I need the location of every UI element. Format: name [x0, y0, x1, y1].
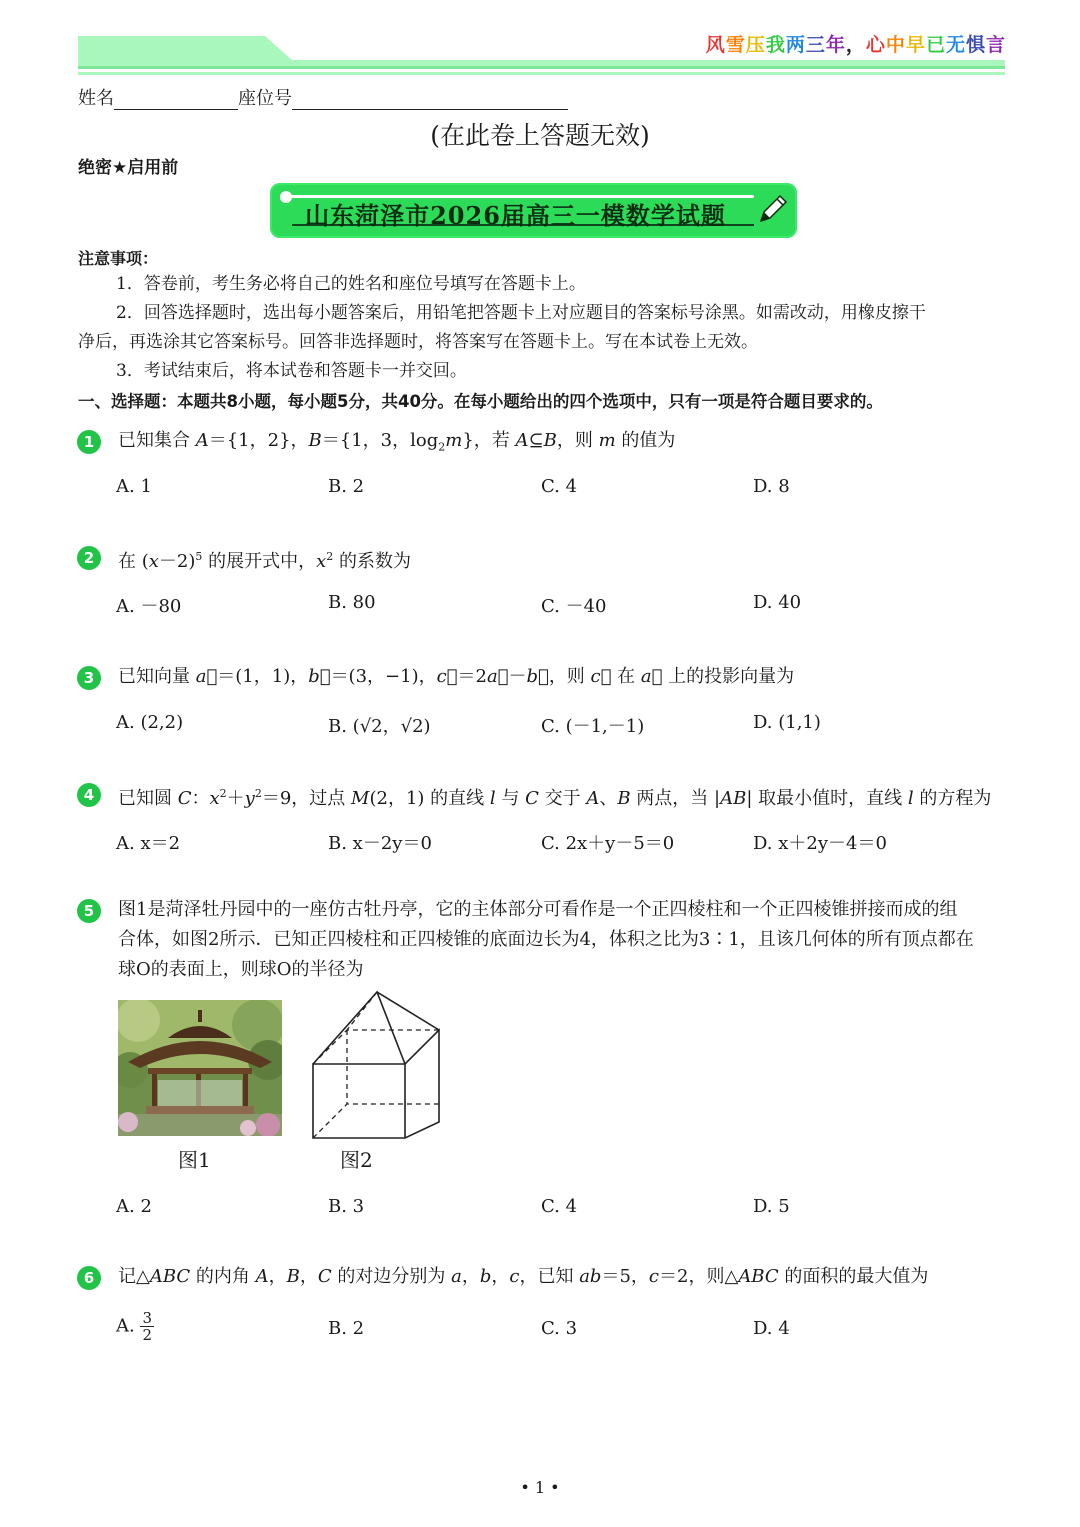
figure-2-caption: 图2: [340, 1148, 373, 1172]
option-c: C. 2x＋y－5＝0: [541, 833, 675, 854]
motto-char: 三: [805, 34, 826, 56]
option-a: A. 1: [116, 476, 152, 497]
motto-char: 惧: [965, 34, 986, 56]
option-a: A. x＝2: [116, 833, 181, 854]
option-a: A. 2: [116, 1196, 152, 1217]
seat-label: 座位号: [238, 88, 292, 109]
exam-title: 山东菏泽市2026届高三一模数学试题: [305, 201, 726, 230]
motto-char: 年: [825, 34, 846, 56]
motto-char: ，: [845, 34, 866, 56]
option-a: A. －80: [116, 596, 182, 617]
option-d: D. x＋2y－4＝0: [753, 833, 887, 854]
page-number: • 1 •: [520, 1478, 560, 1497]
name-blank: [114, 89, 238, 110]
secret-label: 绝密★启用前: [78, 158, 179, 178]
motto-char: 早: [905, 34, 926, 56]
question-5-stem-line-1: 图1是菏泽牡丹园中的一座仿古牡丹亭，它的主体部分可看作是一个正四棱柱和一个正四棱锥拼接而成的组: [118, 899, 958, 920]
motto-char: 中: [885, 34, 906, 56]
option-a: A. (2,2): [116, 712, 184, 733]
name-label: 姓名: [78, 88, 114, 109]
option-b: B. 2: [328, 1318, 365, 1339]
option-b: B. (√2，√2): [328, 716, 431, 737]
question-6-stem: 记△ABC 的内角 A，B，C 的对边分别为 a，b，c，已知 ab＝5，c＝2，则△ABC 的面积的最大值为: [118, 1266, 929, 1287]
option-c: C. 4: [541, 476, 578, 497]
question-number-badge: 6: [77, 1266, 101, 1290]
motto-char: 压: [745, 34, 766, 56]
figure-1-caption: 图1: [178, 1148, 211, 1172]
motto-char: 两: [785, 34, 806, 56]
option-c: C. －40: [541, 596, 607, 617]
notice-item-2-line-2: 净后，再选涂其它答案标号。回答非选择题时，将答案写在答题卡上。写在本试卷上无效。: [78, 332, 758, 352]
option-c: C. 4: [541, 1196, 578, 1217]
seat-blank: [292, 89, 568, 110]
option-b: B. x－2y＝0: [328, 833, 432, 854]
question-5-stem-line-3: 球O的表面上，则球O的半径为: [118, 959, 364, 980]
motto-char: 我: [765, 34, 786, 56]
question-number-badge: 3: [77, 666, 101, 690]
option-d: D. 5: [753, 1196, 790, 1217]
option-d: D. (1,1): [753, 712, 821, 733]
question-2-stem: 在 $(x-2)^5$ 的展开式中，$x^2$ 的系数为: [118, 550, 412, 572]
option-c: C. 3: [541, 1318, 578, 1339]
section-heading: 一、选择题：本题共8小题，每小题5分，共40分。在每小题给出的四个选项中，只有一项是符合题目要求的。: [78, 392, 883, 411]
question-1-stem: 已知集合 A＝{1，2}，B＝{1，3，$\log_2m$}，若 A⊆B，则 m 的值为: [118, 430, 676, 454]
question-number-badge: 1: [77, 430, 101, 454]
geometry-figure: [307, 990, 447, 1140]
motto-char: 已: [925, 34, 946, 56]
motto-char: 心: [865, 34, 886, 56]
motto-char: 风: [705, 34, 726, 56]
notice-item-2-line-1: 2．回答选择题时，选出每小题答案后，用铅笔把答题卡上对应题目的答案标号涂黑。如需改动，用橡皮擦干: [116, 303, 926, 323]
option-d: D. 8: [753, 476, 790, 497]
pencil-icon: [755, 191, 791, 227]
name-seat-row: [78, 84, 568, 110]
notice-heading: 注意事项：: [78, 249, 159, 268]
motto-banner: [706, 30, 1006, 57]
option-d: D. 40: [753, 592, 802, 613]
notice-item-1: 1．答卷前，考生务必将自己的姓名和座位号填写在答题卡上。: [116, 274, 586, 294]
option-d: D. 4: [753, 1318, 790, 1339]
notice-item-3: 3．考试结束后，将本试卷和答题卡一并交回。: [116, 361, 467, 381]
pavilion-photo: [118, 1000, 282, 1136]
question-5-stem-line-2: 合体，如图2所示．已知正四棱柱和正四棱锥的底面边长为4，体积之比为3∶1，且该几何体的所有顶点都在: [118, 929, 974, 950]
title-banner: [270, 183, 797, 238]
option-b: B. 80: [328, 592, 376, 613]
option-b: B. 3: [328, 1196, 365, 1217]
question-number-badge: 4: [77, 783, 101, 807]
motto-char: 雪: [725, 34, 746, 56]
option-b: B. 2: [328, 476, 365, 497]
question-number-badge: 2: [77, 546, 101, 570]
question-3-stem: 已知向量 a⃗＝(1，1)，b⃗＝(3，−1)，c⃗＝2a⃗－b⃗，则 c⃗ 在 a⃗ 上的投影向量为: [118, 666, 795, 687]
option-c: C. (－1,－1): [541, 716, 645, 737]
option-a: A. $\frac{3}{2}$: [116, 1309, 152, 1344]
motto-char: 言: [985, 34, 1006, 56]
question-4-stem: 已知圆 C：$x^2+y^2=9$，过点 M(2，1) 的直线 l 与 C 交于 A、B 两点，当 |AB| 取最小值时，直线 l 的方程为: [118, 787, 992, 809]
invalid-note: (在此卷上答题无效): [430, 121, 650, 150]
question-number-badge: 5: [77, 899, 101, 923]
motto-char: 无: [945, 34, 966, 56]
